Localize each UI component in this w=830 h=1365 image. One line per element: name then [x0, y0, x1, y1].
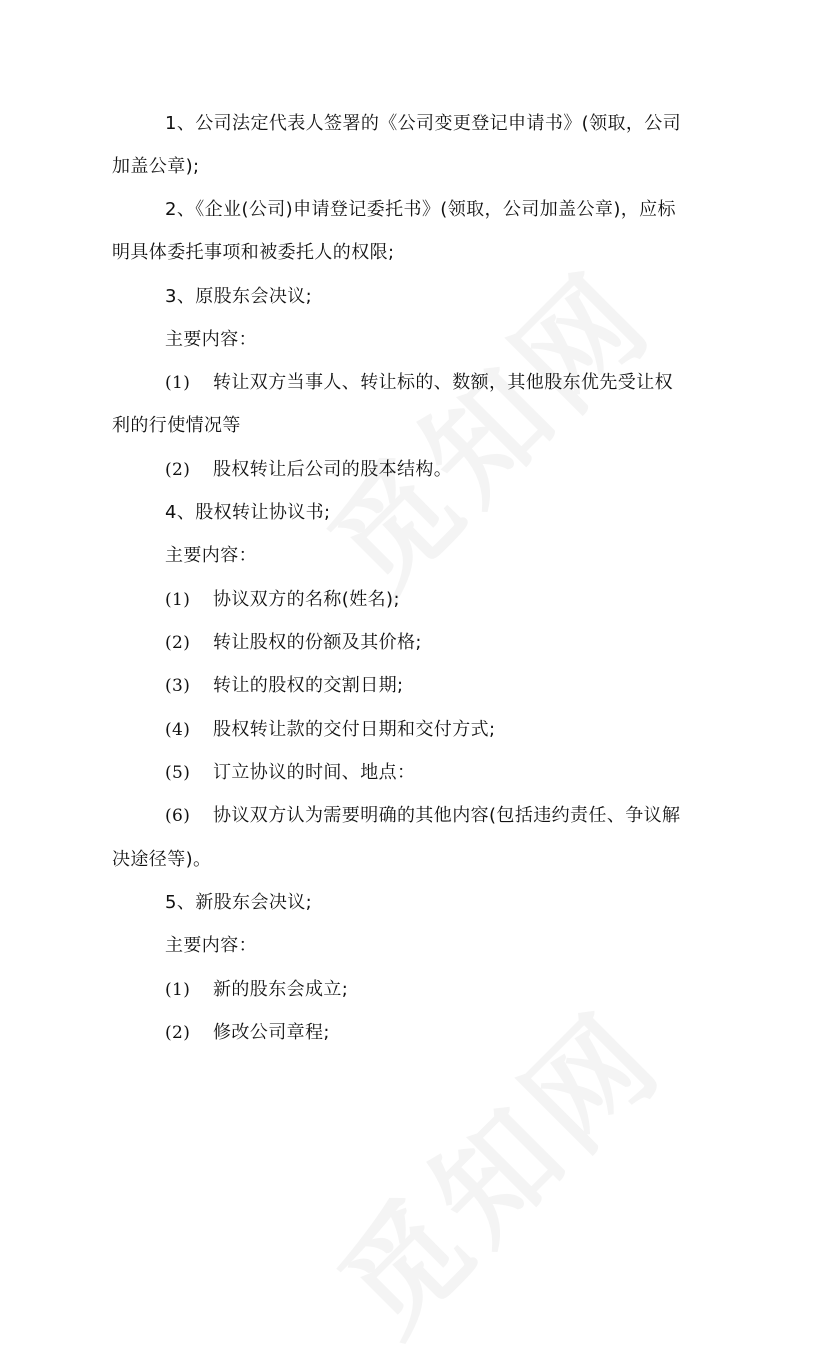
list-item-number: (1) — [165, 980, 191, 1000]
list-item-number: (3) — [165, 676, 191, 696]
list-item-text: 转让双方当事人、转让标的、数额，其他股东优先受让权 — [213, 372, 673, 393]
watermark — [296, 967, 693, 1364]
list-item-text: 转让的股权的交割日期; — [213, 675, 404, 696]
list-item-text: 订立协议的时间、地点： — [213, 762, 416, 783]
list-item-text: 修改公司章程; — [213, 1022, 330, 1043]
paragraph-line: 加盖公章); — [112, 156, 200, 177]
list-item-number: (2) — [165, 460, 191, 480]
list-item-number: (6) — [165, 806, 191, 826]
list-item-number: (4) — [165, 720, 191, 740]
list-item — [165, 588, 400, 612]
list-item — [165, 978, 348, 1002]
list-item-number: (1) — [165, 590, 191, 610]
list-item — [165, 1021, 330, 1045]
list-item-text: 转让股权的份额及其价格; — [213, 632, 422, 653]
paragraph-line: 1、公司法定代表人签署的《公司变更登记申请书》(领取，公司 — [165, 113, 682, 134]
watermark — [286, 227, 683, 624]
main-content-label: 主要内容： — [165, 545, 257, 566]
list-item-text: 股权转让款的交付日期和交付方式; — [213, 719, 496, 740]
list-item — [165, 804, 680, 828]
list-item-number: (5) — [165, 763, 191, 783]
main-content-label: 主要内容： — [165, 935, 257, 956]
list-item-text: 协议双方的名称(姓名); — [213, 589, 400, 610]
section-heading: 3、原股东会决议; — [165, 286, 313, 307]
paragraph-line: 决途径等)。 — [112, 849, 212, 870]
list-item-number: (1) — [165, 373, 191, 393]
list-item-text: 股权转让后公司的股本结构。 — [213, 459, 453, 480]
list-item — [165, 674, 403, 698]
paragraph-line: 2、《企业(公司)申请登记委托书》(领取，公司加盖公章)，应标 — [165, 199, 676, 220]
list-item — [165, 718, 495, 742]
list-item-number: (2) — [165, 1023, 191, 1043]
list-item — [165, 761, 415, 785]
section-heading: 5、新股东会决议; — [165, 892, 313, 913]
section-heading: 4、股权转让协议书; — [165, 502, 331, 523]
main-content-label: 主要内容： — [165, 329, 257, 350]
list-item-text: 新的股东会成立; — [213, 979, 349, 1000]
paragraph-line: 利的行使情况等 — [112, 415, 241, 436]
paragraph-line: 明具体委托事项和被委托人的权限; — [112, 242, 395, 263]
list-item-text: 协议双方认为需要明确的其他内容(包括违约责任、争议解 — [213, 805, 681, 826]
list-item — [165, 631, 422, 655]
list-item — [165, 371, 673, 395]
list-item — [165, 458, 452, 482]
list-item-number: (2) — [165, 633, 191, 653]
